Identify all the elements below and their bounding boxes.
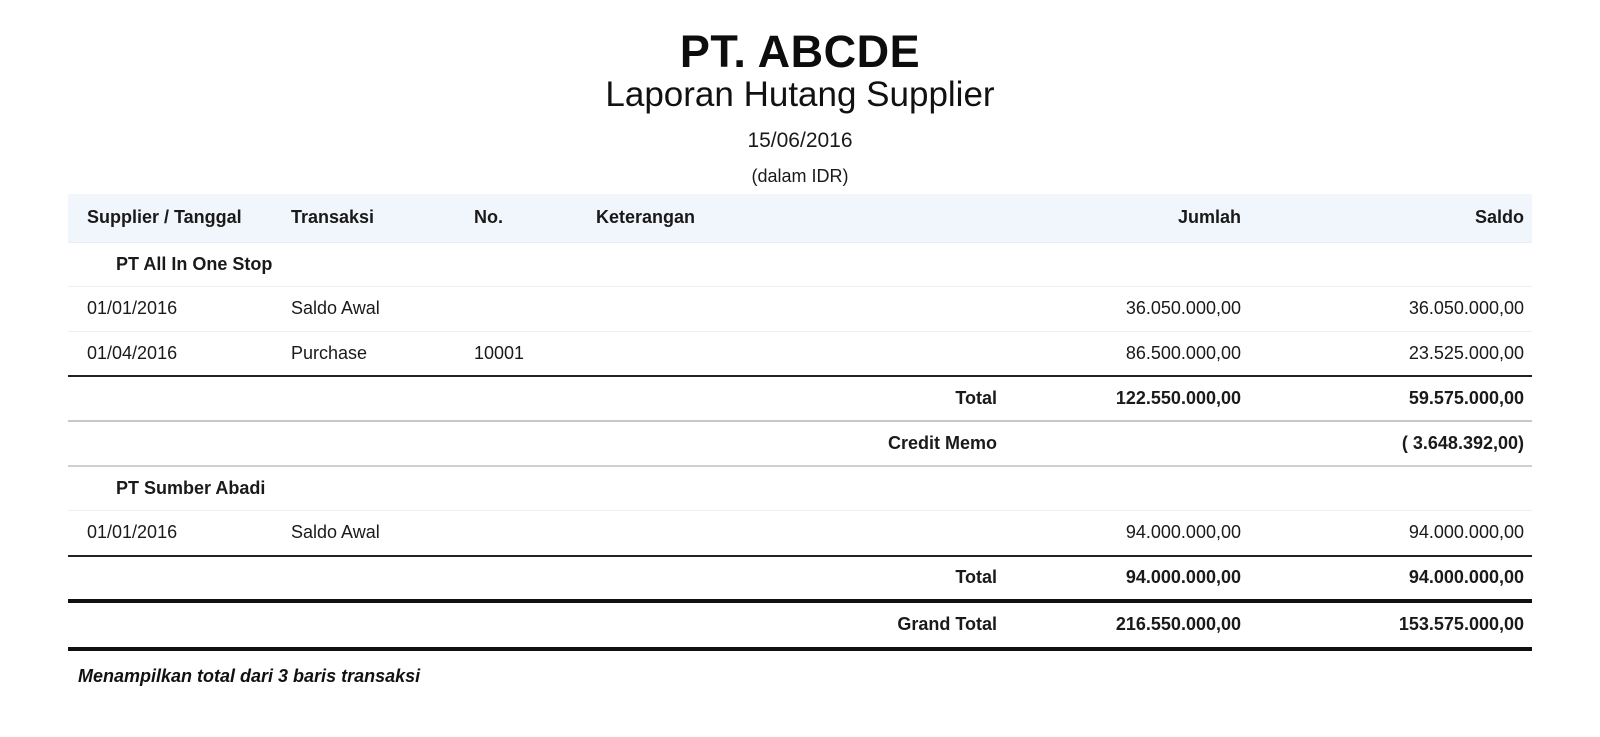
column-header-balance: Saldo: [1249, 194, 1532, 242]
total-label: Total: [68, 376, 1005, 421]
currency-note: (dalam IDR): [751, 166, 849, 186]
row-description: [577, 286, 1005, 331]
column-header-transaction: Transaksi: [272, 194, 455, 242]
total-balance: 59.575.000,00: [1249, 376, 1532, 421]
row-date: 01/04/2016: [68, 331, 272, 376]
credit-memo-balance: ( 3.648.392,00): [1249, 421, 1532, 466]
total-balance: 94.000.000,00: [1249, 556, 1532, 601]
row-amount: 36.050.000,00: [1005, 286, 1249, 331]
row-date: 01/01/2016: [68, 286, 272, 331]
column-header-number: No.: [455, 194, 577, 242]
row-amount: 94.000.000,00: [1005, 511, 1249, 556]
supplier-total-row: [68, 376, 1532, 421]
total-amount: 94.000.000,00: [1005, 556, 1249, 601]
supplier-name: PT All In One Stop: [68, 242, 1532, 286]
row-date: 01/01/2016: [68, 511, 272, 556]
credit-memo-row: [68, 421, 1532, 466]
row-transaction: Saldo Awal: [272, 286, 455, 331]
column-header-supplier-date: Supplier / Tanggal: [68, 194, 272, 242]
total-label: Total: [68, 556, 1005, 601]
supplier-group-row: [68, 242, 1532, 286]
row-description: [577, 331, 1005, 376]
row-balance: 94.000.000,00: [1249, 511, 1532, 556]
table-header-row: [68, 194, 1532, 242]
credit-memo-amount: [1005, 421, 1249, 466]
credit-memo-label: Credit Memo: [68, 421, 1005, 466]
footer-note: Menampilkan total dari 3 baris transaksi: [78, 666, 421, 686]
row-number: [455, 511, 577, 556]
table-row: [68, 331, 1532, 376]
supplier-group-row: [68, 466, 1532, 511]
supplier-name: PT Sumber Abadi: [68, 466, 1532, 511]
report-date: 15/06/2016: [747, 129, 853, 152]
row-transaction: Purchase: [272, 331, 455, 376]
row-balance: 23.525.000,00: [1249, 331, 1532, 376]
supplier-total-row: [68, 556, 1532, 601]
grand-total-row: [68, 601, 1532, 649]
table-row: [68, 286, 1532, 331]
grand-total-balance: 153.575.000,00: [1249, 601, 1532, 649]
row-transaction: Saldo Awal: [272, 511, 455, 556]
row-description: [577, 511, 1005, 556]
column-header-amount: Jumlah: [1005, 194, 1249, 242]
total-amount: 122.550.000,00: [1005, 376, 1249, 421]
grand-total-amount: 216.550.000,00: [1005, 601, 1249, 649]
report-title: Laporan Hutang Supplier: [605, 75, 995, 114]
row-balance: 36.050.000,00: [1249, 286, 1532, 331]
payables-table: [68, 194, 1532, 651]
grand-total-label: Grand Total: [68, 601, 1005, 649]
company-name: PT. ABCDE: [679, 26, 921, 77]
column-header-description: Keterangan: [577, 194, 1005, 242]
row-number: [455, 286, 577, 331]
row-number: 10001: [455, 331, 577, 376]
row-amount: 86.500.000,00: [1005, 331, 1249, 376]
table-row: [68, 511, 1532, 556]
